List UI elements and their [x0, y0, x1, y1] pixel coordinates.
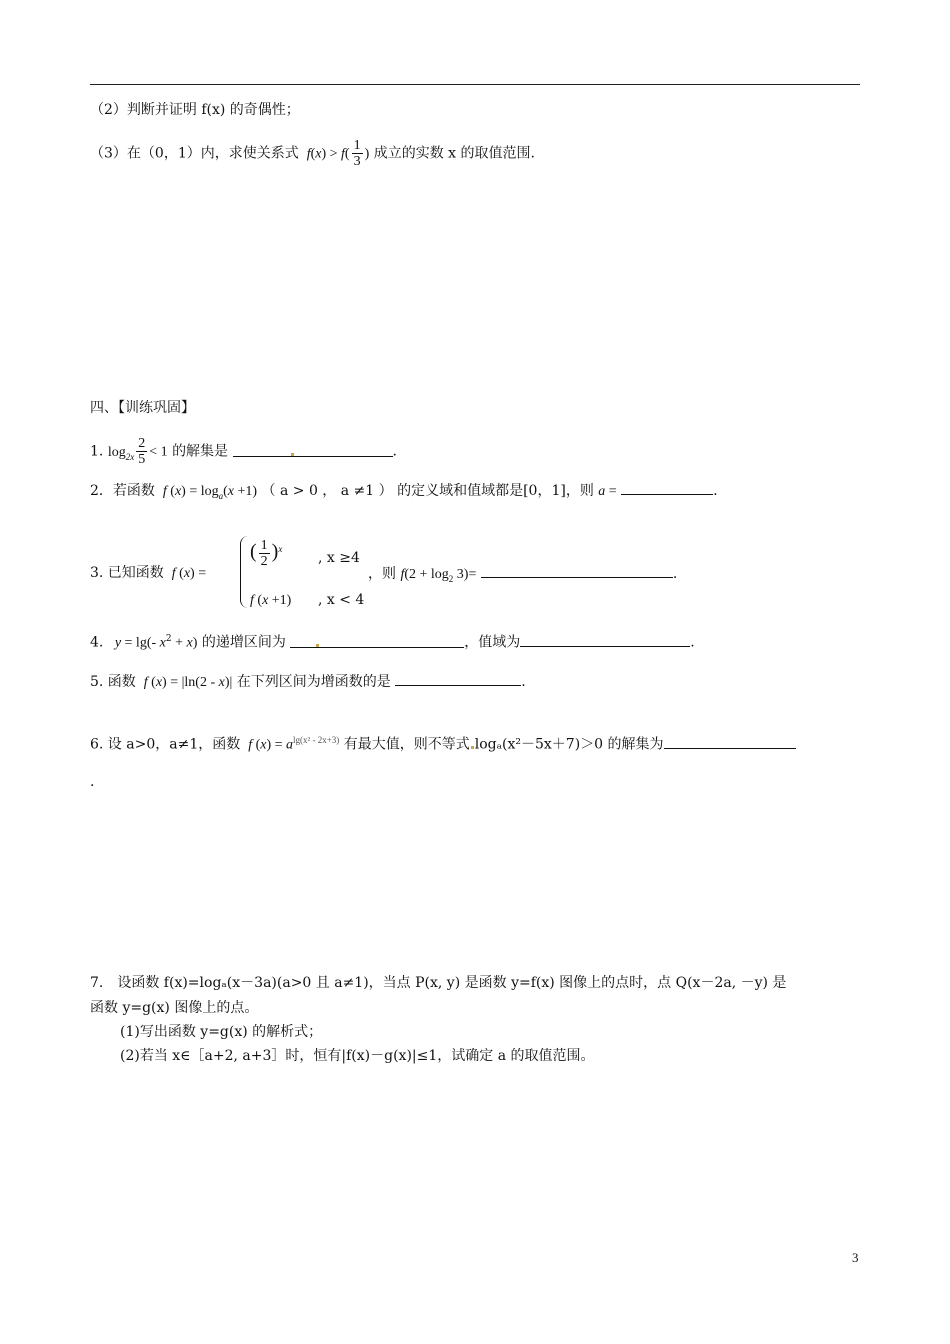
answer-blank-2[interactable] [621, 480, 713, 495]
question-4: 4. y = lg(- $x^2 + x$) 的递增区间为 ，值域为 . [90, 629, 695, 654]
section-title: 四、【训练巩固】 [90, 400, 195, 416]
page-number: 3 [852, 1250, 859, 1265]
question-7-line-1: 7. 设函数 f(x)=logₐ(x－3a)(a>0 且 a≠1)，当点 P(x, y) 是函数 y=f(x) 图像上的点时，点 Q(x－2a, －y) 是 [90, 975, 787, 991]
question-7-part-1: (1)写出函数 y=g(x) 的解析式； [120, 1024, 323, 1040]
answer-blank-6[interactable] [664, 734, 796, 749]
question-6-trail: . [90, 774, 95, 790]
part3-relation: f [303, 146, 311, 162]
q3-case-2-cond: , x < 4 [318, 592, 365, 608]
question-6: 6. 设 a>0，a≠1，函数 f $(x) = a^{lg(x^2 - 2x+3)}$ 有最大值，则不等式 logₐ(x²－5x＋7)＞0 的解集为 [90, 730, 796, 756]
fraction-one-third: $\frac{1}{3}$ [353, 138, 361, 169]
part-3: （3）在（0，1）内，求使关系式 f(x) > f( $\frac{1}{3}$ ) 成立的实数 x 的取值范围. [90, 138, 535, 169]
q3-case-1: ( $\frac{1}{2}$ )$^x$ [250, 538, 283, 569]
question-3: 3. 已知函数 f (x) = [90, 565, 207, 581]
q1-inequality: $\log_{2x}$ [107, 444, 135, 462]
q2-function: f [159, 484, 167, 499]
answer-blank-1[interactable] [233, 442, 393, 457]
q6-function: f [244, 737, 253, 753]
answer-blank-5[interactable] [395, 671, 521, 686]
question-7-line-2: 函数 y=g(x) 图像上的点。 [90, 1000, 259, 1016]
q5-function: f [140, 675, 148, 690]
answer-blank-4b[interactable] [520, 632, 690, 647]
q3-case-2: f (x +1) [250, 593, 292, 608]
header-rule [90, 84, 860, 85]
q3-case-1-cond: , x ≥4 [318, 550, 360, 566]
answer-blank-3[interactable] [481, 563, 673, 578]
question-5: 5. 函数 f (x) = |ln(2 - x)| 在下列区间为增函数的是 . [90, 671, 526, 693]
answer-blank-4a[interactable] [290, 633, 464, 648]
question-7-part-2: (2)若当 x∈［a+2, a+3］时，恒有|f(x)－g(x)|≤1，试确定 a 的取值范围。 [120, 1048, 595, 1064]
part-2: （2）判断并证明 f(x) 的奇偶性； [90, 102, 300, 118]
q3-tail: ，则 $f(2 + \log_2 3)=$ . [368, 563, 677, 584]
question-2: 2．若函数 f $(x) = \log_a(x +1)$ （ a > 0 ， a ≠1 ） 的定义域和值域都是[0，1]，则 a = . [90, 480, 718, 506]
q4-function: y [107, 635, 122, 651]
question-1: 1. $\log_{2x}$ $\frac{2}{5}$ < 1 的解集是 . [90, 436, 397, 467]
